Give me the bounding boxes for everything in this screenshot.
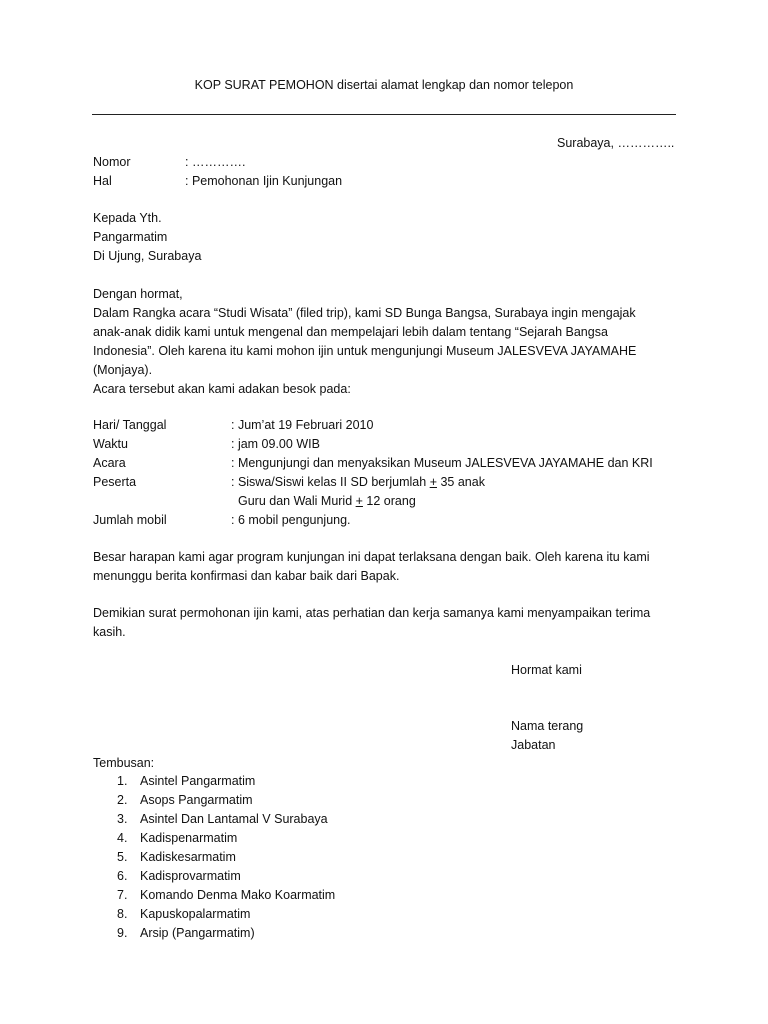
list-item-number: 5.	[117, 850, 128, 864]
list-item-number: 7.	[117, 888, 128, 902]
list-item-number: 2.	[117, 793, 128, 807]
detail-value: : Jum’at 19 Februari 2010	[231, 418, 374, 432]
participants-teachers-text: Guru dan Wali Murid	[238, 494, 356, 508]
participants-students-count: 35 anak	[437, 475, 485, 489]
signature-name: Nama terang	[511, 719, 584, 733]
participants-teachers-count: 12 orang	[362, 494, 416, 508]
list-item-text: Komando Denma Mako Koarmatim	[140, 888, 336, 902]
closing-paragraph-1	[93, 548, 683, 586]
list-item-text: Asintel Dan Lantamal V Surabaya	[140, 812, 328, 826]
detail-value	[238, 492, 416, 511]
nomor-value: : ………….	[185, 155, 246, 169]
letterhead-divider	[92, 114, 676, 115]
detail-label: Waktu	[93, 437, 128, 451]
body-line: Demikian surat permohonan ijin kami, atas perhatian dan kerja samanya kami menyampaikan terima	[93, 606, 651, 620]
list-item-text: Asops Pangarmatim	[140, 793, 253, 807]
signature-position: Jabatan	[511, 738, 556, 752]
detail-value: : jam 09.00 WIB	[231, 437, 320, 451]
body-line: menunggu berita konfirmasi dan kabar baik dari Bapak.	[93, 569, 400, 583]
body-line: anak-anak didik kami untuk mengenal dan mempelajari lebih dalam tentang “Sejarah Bangsa	[93, 325, 608, 339]
closing-paragraph-2	[93, 604, 683, 642]
list-item-text: Asintel Pangarmatim	[140, 774, 256, 788]
detail-label: Acara	[93, 456, 126, 470]
list-item-number: 4.	[117, 831, 128, 845]
list-item-number: 3.	[117, 812, 128, 826]
list-item-number: 6.	[117, 869, 128, 883]
recipient-block	[93, 209, 683, 266]
recipient-line: Pangarmatim	[93, 230, 168, 244]
detail-label: Jumlah mobil	[93, 513, 167, 527]
body-line: kasih.	[93, 625, 126, 639]
body-line: Acara tersebut akan kami adakan besok pada:	[93, 382, 351, 396]
list-item-text: Kapuskopalarmatim	[140, 907, 251, 921]
detail-label: Hari/ Tanggal	[93, 418, 167, 432]
place-date: Surabaya, …………..	[557, 136, 675, 150]
salutation: Dengan hormat,	[93, 287, 183, 301]
detail-label: Peserta	[93, 475, 137, 489]
recipient-line: Kepada Yth.	[93, 211, 162, 225]
signature-greeting: Hormat kami	[511, 663, 582, 677]
list-item-text: Kadisprovarmatim	[140, 869, 241, 883]
list-item-text: Kadispenarmatim	[140, 831, 238, 845]
hal-value: : Pemohonan Ijin Kunjungan	[185, 174, 343, 188]
list-item-number: 9.	[117, 926, 128, 940]
list-item-number: 8.	[117, 907, 128, 921]
hal-label: Hal	[93, 174, 112, 188]
body-line: (Monjaya).	[93, 363, 153, 377]
letterhead: KOP SURAT PEMOHON disertai alamat lengkap dan nomor telepon	[194, 78, 574, 92]
detail-value	[231, 473, 485, 492]
opening-paragraph	[93, 285, 683, 399]
detail-value: : 6 mobil pengunjung.	[231, 513, 351, 527]
body-line: Besar harapan kami agar program kunjungan ini dapat terlaksana dengan baik. Oleh karena itu kami	[93, 550, 650, 564]
participants-students-text: : Siswa/Siswi kelas II SD berjumlah	[231, 475, 430, 489]
nomor-label: Nomor	[93, 155, 131, 169]
plus-minus-sign: +	[429, 475, 437, 489]
body-line: Indonesia”. Oleh karena itu kami mohon ijin untuk mengunjungi Museum JALESVEVA JAYAMAHE	[93, 344, 637, 358]
body-line: Dalam Rangka acara “Studi Wisata” (filed trip), kami SD Bunga Bangsa, Surabaya ingin mengajak	[93, 306, 636, 320]
cc-title: Tembusan:	[93, 756, 155, 770]
list-item-number: 1.	[117, 774, 128, 788]
list-item-text: Arsip (Pangarmatim)	[140, 926, 255, 940]
recipient-line: Di Ujung, Surabaya	[93, 249, 202, 263]
list-item-text: Kadiskesarmatim	[140, 850, 236, 864]
detail-value: : Mengunjungi dan menyaksikan Museum JALESVEVA JAYAMAHE dan KRI	[231, 456, 653, 470]
plus-minus-sign: +	[355, 494, 363, 508]
